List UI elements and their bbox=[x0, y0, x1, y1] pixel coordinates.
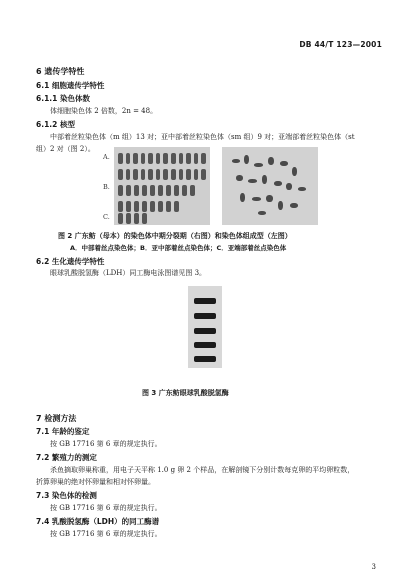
section-6-2-text: 眼球乳酸脱氢酶（LDH）同工酶电泳图谱见图 3。 bbox=[50, 269, 207, 277]
section-6-1-2-text-line2: 组）2 对（图 2）。 bbox=[36, 145, 95, 153]
section-7-3-title: 7.3 染色体的检测 bbox=[36, 491, 97, 500]
figure-2-label-a: A. bbox=[103, 153, 110, 161]
section-6-title: 6 遗传学特性 bbox=[36, 67, 85, 76]
figure-2-caption: 图 2 广东鲂（母本）的染色体中期分裂期（右图）和染色体组成型（左图） bbox=[58, 232, 292, 240]
figure-2-label-c: C. bbox=[103, 213, 110, 221]
section-7-1-title: 7.1 年龄的鉴定 bbox=[36, 427, 90, 436]
section-7-4-text: 按 GB 17716 第 6 章的规定执行。 bbox=[50, 530, 162, 538]
section-6-1-1-title: 6.1.1 染色体数 bbox=[36, 94, 90, 103]
figure-2-label-b: B. bbox=[103, 183, 110, 191]
section-6-2-title: 6.2 生化遗传学特性 bbox=[36, 257, 105, 266]
section-6-1-2-text-line1: 中部着丝粒染色体（m 组）13 对；亚中部着丝粒染色体（sm 组）9 对；亚端部着丝粒染色体（st bbox=[50, 133, 355, 141]
karyotype-image bbox=[114, 147, 210, 225]
metaphase-spread-image bbox=[222, 147, 318, 225]
section-6-1-2-title: 6.1.2 核型 bbox=[36, 120, 75, 129]
section-7-2-text-line1: 杀鱼摘取卵巢称重，用电子天平称 1.0 g 卵 2 个样品，在解剖镜下分别计数每克卵的平均卵粒数， bbox=[50, 466, 355, 474]
section-6-1-title: 6.1 细胞遗传学特性 bbox=[36, 81, 105, 90]
section-7-title: 7 检测方法 bbox=[36, 414, 77, 423]
section-7-2-title: 7.2 繁殖力的测定 bbox=[36, 453, 97, 462]
section-7-3-text: 按 GB 17716 第 6 章的规定执行。 bbox=[50, 504, 162, 512]
section-6-1-1-text: 体细胞染色体 2 倍数，2n = 48。 bbox=[50, 107, 158, 115]
section-7-1-text: 按 GB 17716 第 6 章的规定执行。 bbox=[50, 440, 162, 448]
page-number: 3 bbox=[371, 563, 376, 571]
figure-2-subcaption: A．中部着丝点染色体；B．亚中部着丝点染色体；C．亚端部着丝点染色体 bbox=[70, 244, 287, 252]
document-code: DB 44/T 123—2001 bbox=[299, 40, 382, 49]
section-7-2-text-line2: 折算卵巢的绝对怀卵量和相对怀卵量。 bbox=[36, 478, 155, 486]
figure-3-caption: 图 3 广东鲂眼球乳酸脱氢酶 bbox=[142, 389, 229, 397]
section-7-4-title: 7.4 乳酸脱氢酶（LDH）的同工酶谱 bbox=[36, 517, 160, 526]
ldh-electrophoresis-gel-image bbox=[188, 286, 222, 368]
